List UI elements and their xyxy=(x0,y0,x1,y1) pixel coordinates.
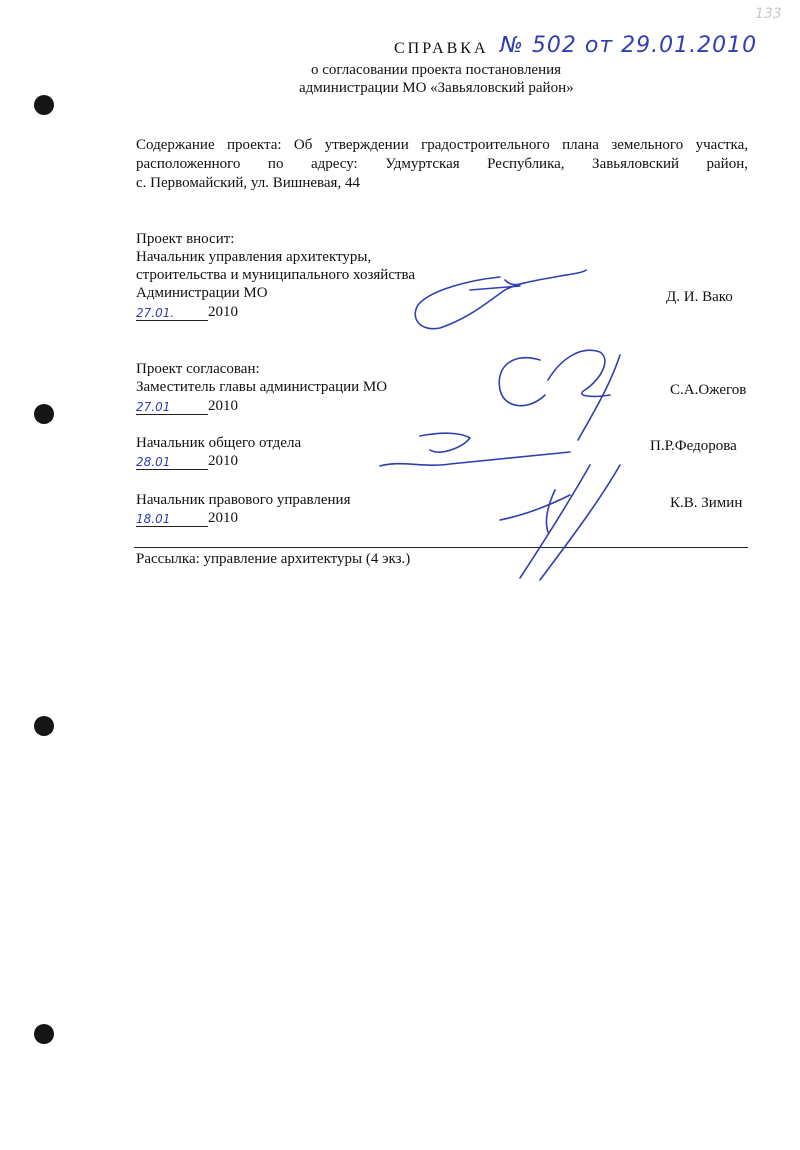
header-subtitle-line2: администрации МО «Завьяловский район» xyxy=(299,80,574,96)
signature-zimin xyxy=(500,465,620,580)
legal-dept-name: К.В. Зимин xyxy=(670,495,743,511)
general-dept-position: Начальник общего отдела xyxy=(136,435,302,451)
handwritten-document-number: № 502 от 29.01.2010 xyxy=(500,33,758,58)
content-line3: с. Первомайский, ул. Вишневая, 44 xyxy=(136,175,360,191)
signature-ozhegov xyxy=(499,350,620,440)
header-subtitle-line1: о согласовании проекта постановления xyxy=(311,62,562,78)
date-year: 2010 xyxy=(208,453,238,469)
submitted-position-line3: Администрации МО xyxy=(136,285,268,301)
handwritten-date: 27.01 xyxy=(136,400,171,414)
handwritten-date: 27.01. xyxy=(136,306,175,320)
legal-dept-position: Начальник правового управления xyxy=(136,492,351,508)
content-line1: Содержание проекта: Об утверждении градостроительного плана земельного участка, xyxy=(136,137,748,153)
handwritten-date: 28.01 xyxy=(136,455,171,469)
submitted-heading: Проект вносит: xyxy=(136,231,235,247)
date-year: 2010 xyxy=(208,304,238,320)
date-year: 2010 xyxy=(208,510,238,526)
approved-position: Заместитель главы администрации МО xyxy=(136,379,388,395)
date-year: 2010 xyxy=(208,398,238,414)
signature-vako xyxy=(415,270,586,329)
content-line2: расположенного по адресу: Удмуртская Республика, Завьяловский район, xyxy=(136,156,748,172)
corner-mark: 133 xyxy=(755,6,782,22)
approved-heading: Проект согласован: xyxy=(136,361,260,377)
submitted-position-line1: Начальник управления архитектуры, xyxy=(136,249,372,265)
document-title: СПРАВКА xyxy=(394,40,489,57)
approver-name: С.А.Ожегов xyxy=(670,382,747,398)
handwritten-date: 18.01 xyxy=(136,512,171,526)
distribution-line: Рассылка: управление архитектуры (4 экз.) xyxy=(136,551,411,567)
submitted-position-line2: строительства и муниципального хозяйства xyxy=(136,267,416,283)
signature-fedorova xyxy=(380,433,570,466)
general-dept-name: П.Р.Федорова xyxy=(650,438,737,454)
submitter-name: Д. И. Вако xyxy=(666,289,733,305)
